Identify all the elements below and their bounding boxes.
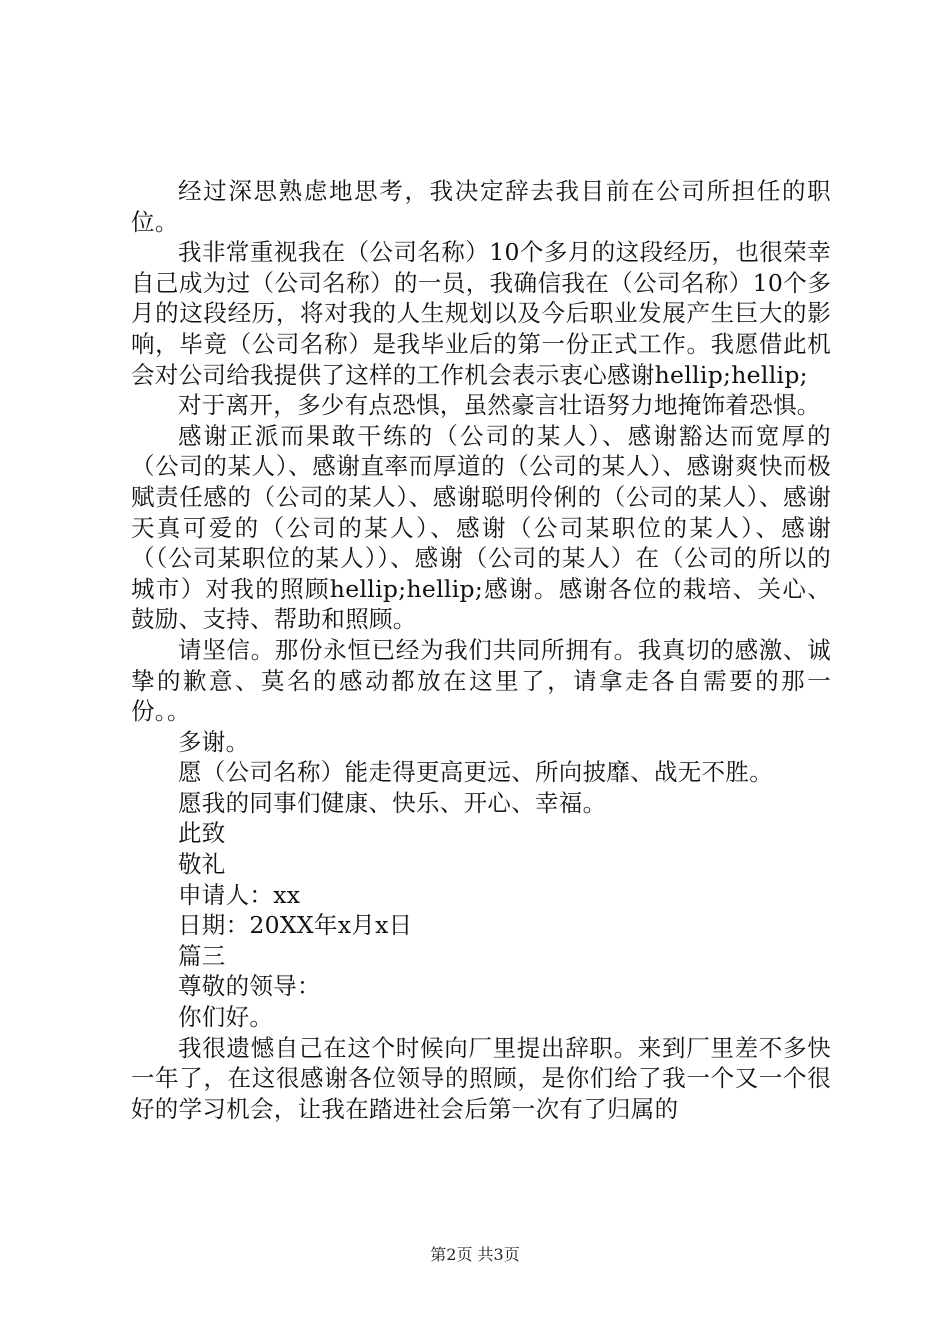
page-number-footer: 第2页 共3页 (430, 1245, 520, 1264)
closing-regards: 敬礼 (178, 850, 226, 879)
paragraph-experience: 我非常重视我在（公司名称）10个多月的这段经历，也很荣幸自己成为过（公司名称）的一员，我确信我在（公司名称）10个多月的这段经历，将对我的人生规划以及今后职业发展产生巨大的影响，毕竟（公司名称）是我毕业后的第一份正式工作。我愿借此机会对公司给我提供了这样的工作机会表示衷心感谢hellip;hellip; (131, 238, 831, 389)
closing-salutation: 此致 (178, 819, 226, 848)
paragraph-thanks-colleagues: 感谢正派而果敢干练的（公司的某人）、感谢豁达而宽厚的（公司的某人）、感谢直率而厚道的（公司的某人）、感谢爽快而极赋责任感的（公司的某人）、感谢聪明伶俐的（公司的某人）、感谢天真可爱的（公司的某人）、感谢（公司某职位的某人）、感谢（（公司某职位的某人））、感谢（公司的某人）在（公司的所以的城市）对我的照顾hellip;hellip;感谢。感谢各位的栽培、关心、鼓励、支持、帮助和照顾。 (131, 421, 831, 634)
paragraph-resign-decision: 经过深思熟虑地思考，我决定辞去我目前在公司所担任的职位。 (131, 177, 831, 236)
paragraph-wish-company: 愿（公司名称）能走得更高更远、所向披靡、战无不胜。 (178, 758, 773, 787)
paragraph-many-thanks: 多谢。 (178, 727, 250, 756)
document-body (131, 176, 831, 1124)
section-heading: 篇三 (178, 941, 226, 970)
paragraph-regret: 我很遗憾自己在这个时候向厂里提出辞职。来到厂里差不多快一年了，在这很感谢各位领导的照顾，是你们给了我一个又一个很好的学习机会，让我在踏进社会后第一次有了归属的 (131, 1033, 831, 1123)
letter-hello: 你们好。 (178, 1003, 274, 1032)
paragraph-wish-colleagues: 愿我的同事们健康、快乐、开心、幸福。 (178, 788, 607, 817)
letter-greeting: 尊敬的领导： (178, 972, 321, 1001)
applicant-line: 申请人：xx (178, 880, 301, 909)
paragraph-believe: 请坚信。那份永恒已经为我们共同所拥有。我真切的感激、诚挚的歉意、莫名的感动都放在这里了，请拿走各自需要的那一份。。 (131, 635, 831, 726)
date-line: 日期：20XX年x月x日 (178, 911, 413, 940)
paragraph-leaving-fear: 对于离开，多少有点恐惧，虽然豪言壮语努力地掩饰着恐惧。 (178, 391, 821, 420)
